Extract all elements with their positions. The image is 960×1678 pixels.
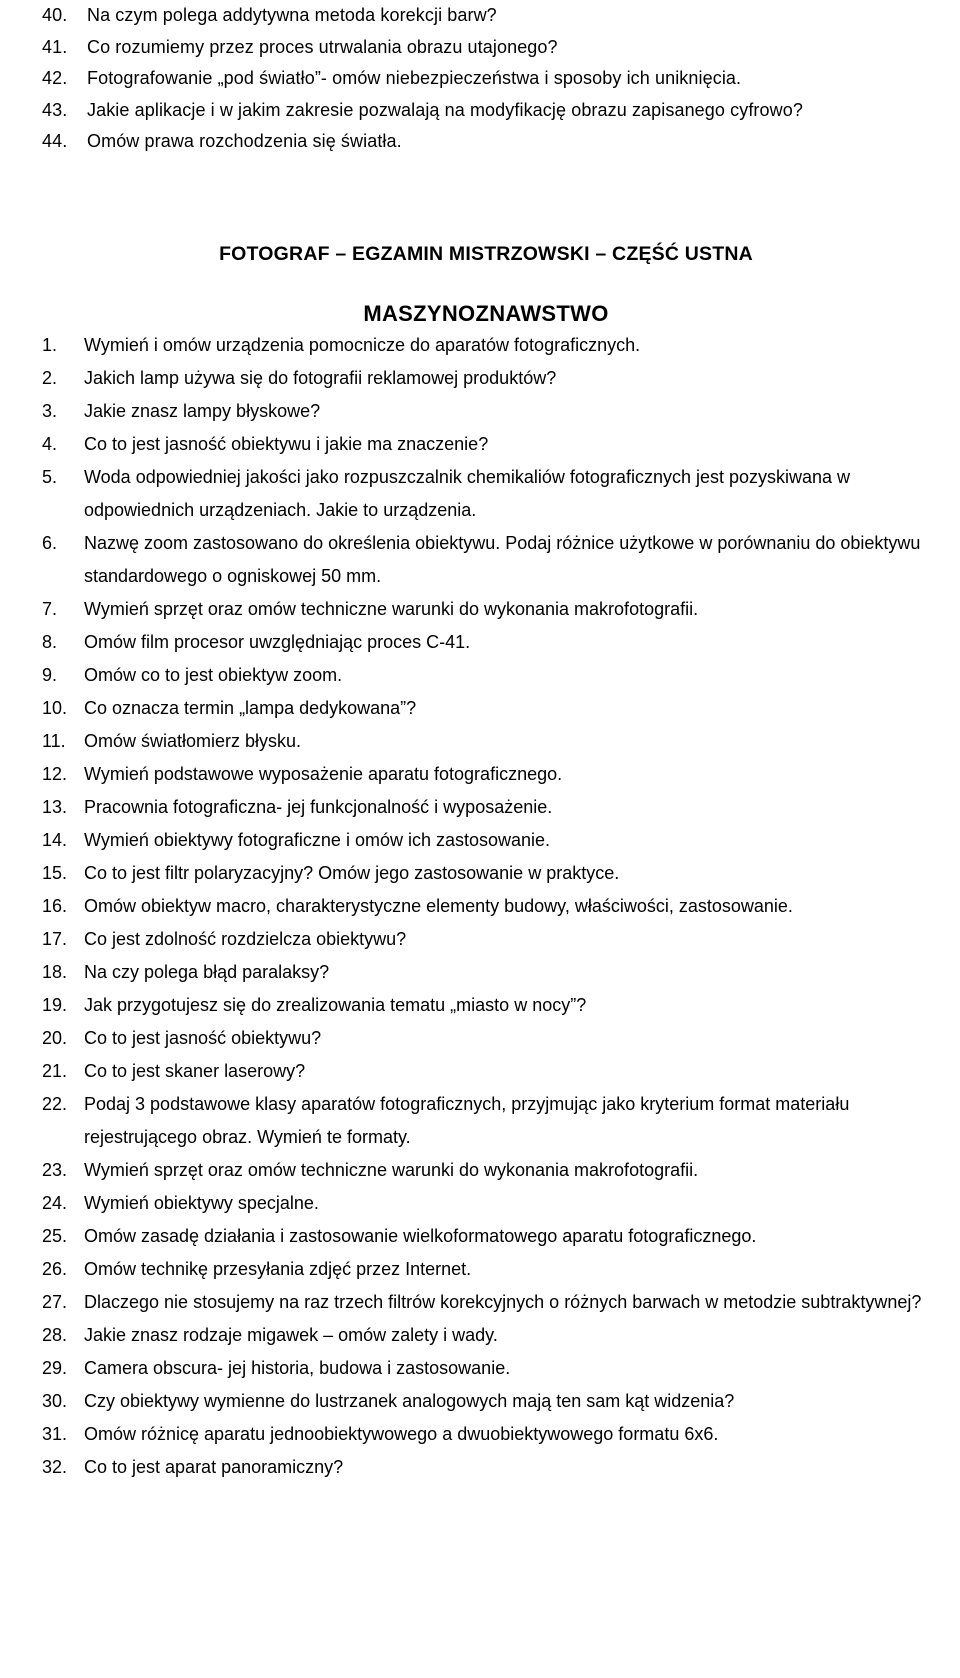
item-text: Co to jest filtr polaryzacyjny? Omów jego zastosowanie w praktyce. xyxy=(84,862,620,883)
item-number: 24. xyxy=(42,1192,68,1213)
list-item xyxy=(42,395,930,428)
item-text: Wymień obiektywy specjalne. xyxy=(84,1192,319,1213)
item-text: Co to jest skaner laserowy? xyxy=(84,1060,306,1081)
item-text: Co to jest jasność obiektywu? xyxy=(84,1027,322,1048)
item-number: 9. xyxy=(42,664,58,685)
item-number: 10. xyxy=(42,697,68,718)
list-item xyxy=(42,428,930,461)
item-text: Co rozumiemy przez proces utrwalania obrazu utajonego? xyxy=(87,36,558,57)
item-text: Omów zasadę działania i zastosowanie wielkoformatowego aparatu fotograficznego. xyxy=(84,1225,757,1246)
item-number: 11. xyxy=(42,730,66,751)
list-item xyxy=(42,1352,930,1385)
item-text: Omów obiektyw macro, charakterystyczne elementy budowy, właściwości, zastosowanie. xyxy=(84,895,793,916)
list-item xyxy=(42,1055,930,1088)
item-text: Fotografowanie „pod światło”- omów niebezpieczeństwa i sposoby ich uniknięcia. xyxy=(87,68,742,88)
list-item xyxy=(42,1451,930,1484)
item-number: 41. xyxy=(42,36,68,57)
item-number: 21. xyxy=(42,1060,68,1081)
item-text: Pracownia fotograficzna- jej funkcjonalność i wyposażenie. xyxy=(84,796,553,817)
list-item xyxy=(42,956,930,989)
item-number: 12. xyxy=(42,763,68,784)
item-text: Omów światłomierz błysku. xyxy=(84,730,302,751)
item-text: Co to jest aparat panoramiczny? xyxy=(84,1456,344,1477)
item-number: 15. xyxy=(42,862,68,883)
list-item xyxy=(42,626,930,659)
list-item xyxy=(42,1154,930,1187)
item-text: Omów technikę przesyłania zdjęć przez Internet. xyxy=(84,1258,472,1279)
item-text: Podaj 3 podstawowe klasy aparatów fotograficznych, przyjmując jako kryterium format materiału rejestrującego obraz. Wymień te formaty. xyxy=(84,1093,850,1147)
list-item xyxy=(42,758,930,791)
item-text: Woda odpowiedniej jakości jako rozpuszczalnik chemikaliów fotograficznych jest pozyskiwana w odpowiednich urządzeniach. Jakie to urządzenia. xyxy=(84,466,851,520)
item-number: 16. xyxy=(42,895,68,916)
list-item xyxy=(42,593,930,626)
item-text: Jakie znasz lampy błyskowe? xyxy=(84,400,321,421)
item-number: 27. xyxy=(42,1291,68,1312)
item-text: Jak przygotujesz się do zrealizowania tematu „miasto w nocy”? xyxy=(84,994,587,1015)
item-number: 6. xyxy=(42,532,58,553)
item-text: Wymień i omów urządzenia pomocnicze do aparatów fotograficznych. xyxy=(84,334,641,355)
item-number: 1. xyxy=(42,334,58,355)
list-item xyxy=(42,1253,930,1286)
item-number: 18. xyxy=(42,961,68,982)
list-item xyxy=(42,791,930,824)
item-text: Na czym polega addytywna metoda korekcji barw? xyxy=(87,5,497,25)
item-text: Omów co to jest obiektyw zoom. xyxy=(84,664,343,685)
item-text: Co to jest jasność obiektywu i jakie ma znaczenie? xyxy=(84,433,489,454)
item-text: Czy obiektywy wymienne do lustrzanek analogowych mają ten sam kąt widzenia? xyxy=(84,1390,735,1411)
list-item xyxy=(42,1220,930,1253)
item-number: 31. xyxy=(42,1423,68,1444)
item-text: Nazwę zoom zastosowano do określenia obiektywu. Podaj różnice użytkowe w porównaniu do obiektywu standardowego o ogniskowej 50 mm. xyxy=(84,532,921,586)
item-number: 43. xyxy=(42,99,68,120)
item-number: 2. xyxy=(42,367,58,388)
item-text: Wymień sprzęt oraz omów techniczne warunki do wykonania makrofotografii. xyxy=(84,1159,699,1180)
item-number: 32. xyxy=(42,1456,68,1477)
item-number: 29. xyxy=(42,1357,68,1378)
section-subtitle: MASZYNOZNAWSTWO xyxy=(363,300,609,326)
section-heading xyxy=(42,240,930,329)
item-number: 3. xyxy=(42,400,58,421)
item-text: Wymień sprzęt oraz omów techniczne warunki do wykonania makrofotografii. xyxy=(84,598,699,619)
item-number: 40. xyxy=(42,5,68,25)
item-number: 30. xyxy=(42,1390,68,1411)
previous-questions-list xyxy=(42,0,930,158)
item-text: Omów różnicę aparatu jednoobiektywowego a dwuobiektywowego formatu 6x6. xyxy=(84,1423,719,1444)
item-text: Wymień podstawowe wyposażenie aparatu fotograficznego. xyxy=(84,763,563,784)
item-text: Na czy polega błąd paralaksy? xyxy=(84,961,330,982)
list-item xyxy=(42,857,930,890)
list-item xyxy=(42,824,930,857)
item-number: 23. xyxy=(42,1159,68,1180)
item-number: 4. xyxy=(42,433,58,454)
item-text: Omów prawa rozchodzenia się światła. xyxy=(87,131,402,151)
item-text: Jakie znasz rodzaje migawek – omów zalety i wady. xyxy=(84,1324,498,1345)
item-number: 14. xyxy=(42,829,68,850)
list-item xyxy=(42,890,930,923)
list-item xyxy=(42,527,930,593)
list-item xyxy=(42,1187,930,1220)
item-text: Jakie aplikacje i w jakim zakresie pozwalają na modyfikację obrazu zapisanego cyfrowo? xyxy=(87,99,803,120)
item-text: Dlaczego nie stosujemy na raz trzech filtrów korekcyjnych o różnych barwach w metodzie subtraktywnej? xyxy=(84,1291,922,1312)
list-item xyxy=(42,0,930,32)
list-item xyxy=(42,362,930,395)
item-number: 42. xyxy=(42,68,68,88)
item-number: 22. xyxy=(42,1093,68,1114)
item-number: 20. xyxy=(42,1027,68,1048)
list-item xyxy=(42,725,930,758)
list-item xyxy=(42,63,930,95)
item-number: 26. xyxy=(42,1258,68,1279)
list-item xyxy=(42,1385,930,1418)
questions-list xyxy=(42,329,930,1484)
item-number: 28. xyxy=(42,1324,68,1345)
item-number: 19. xyxy=(42,994,68,1015)
item-text: Wymień obiektywy fotograficzne i omów ich zastosowanie. xyxy=(84,829,551,850)
list-item xyxy=(42,659,930,692)
list-item xyxy=(42,692,930,725)
list-item xyxy=(42,1088,930,1154)
list-item xyxy=(42,1319,930,1352)
item-number: 25. xyxy=(42,1225,68,1246)
item-text: Co jest zdolność rozdzielcza obiektywu? xyxy=(84,928,407,949)
item-text: Co oznacza termin „lampa dedykowana”? xyxy=(84,697,417,718)
item-number: 5. xyxy=(42,466,58,487)
section-title: FOTOGRAF – EGZAMIN MISTRZOWSKI – CZĘŚĆ USTNA xyxy=(219,242,753,265)
list-item xyxy=(42,461,930,527)
list-item xyxy=(42,923,930,956)
list-item xyxy=(42,1022,930,1055)
list-item xyxy=(42,32,930,64)
list-item xyxy=(42,1286,930,1319)
item-number: 17. xyxy=(42,928,68,949)
item-text: Omów film procesor uwzględniając proces C-41. xyxy=(84,631,471,652)
item-number: 7. xyxy=(42,598,58,619)
list-item xyxy=(42,126,930,158)
list-item xyxy=(42,95,930,127)
list-item xyxy=(42,989,930,1022)
list-item xyxy=(42,329,930,362)
item-number: 44. xyxy=(42,131,68,151)
item-number: 8. xyxy=(42,631,58,652)
item-number: 13. xyxy=(42,796,68,817)
list-item xyxy=(42,1418,930,1451)
item-text: Camera obscura- jej historia, budowa i zastosowanie. xyxy=(84,1357,511,1378)
item-text: Jakich lamp używa się do fotografii reklamowej produktów? xyxy=(84,367,557,388)
